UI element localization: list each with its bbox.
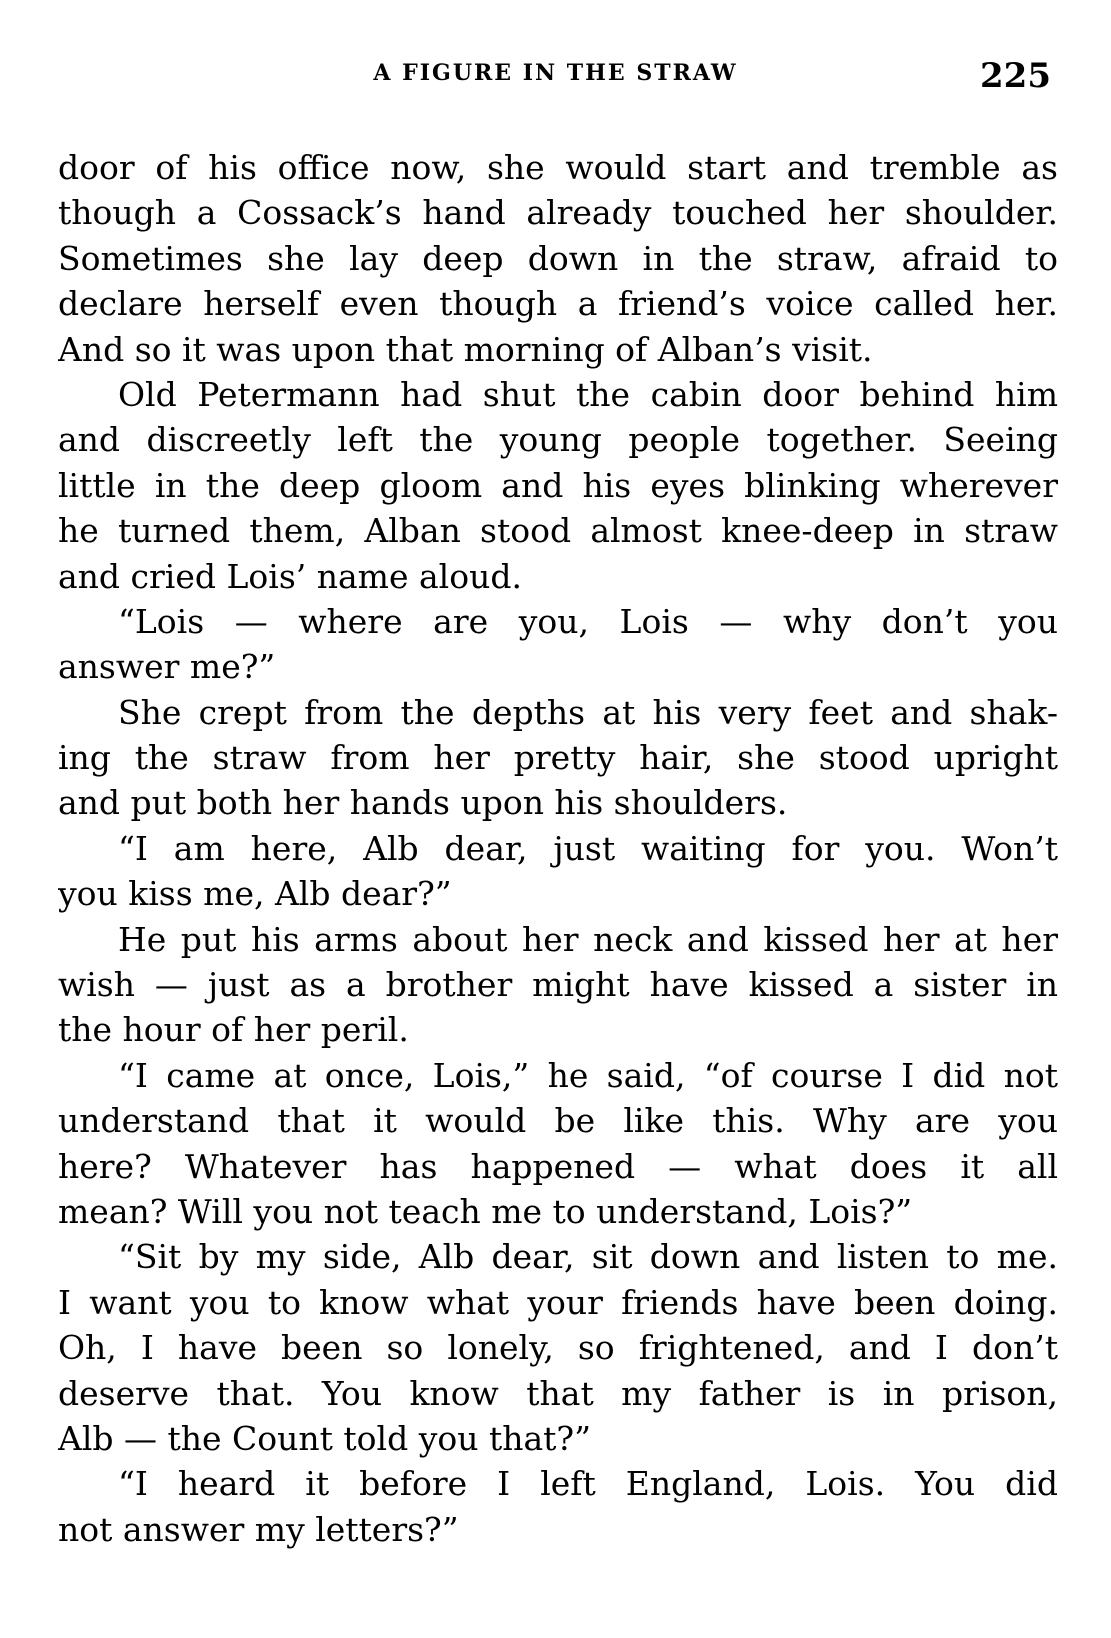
text-line: understand that it would be like this. Why are you — [58, 1101, 1058, 1141]
text-line: She crept from the depths at his very feet and shak- — [118, 692, 1058, 732]
text-line: you kiss me, Alb dear?” — [58, 874, 452, 914]
text-line: deserve that. You know that my father is in prison, — [58, 1373, 1058, 1413]
text-line: mean? Will you not teach me to understand, Lois?” — [58, 1191, 913, 1231]
text-line: he turned them, Alban stood almost knee-deep in straw — [58, 511, 1058, 551]
page-header — [60, 56, 1051, 104]
text-line: I want you to know what your friends have been doing. — [58, 1282, 1058, 1322]
text-line: “I came at once, Lois,” he said, “of course I did not — [118, 1055, 1058, 1095]
text-line: Sometimes she lay deep down in the straw, afraid to — [58, 238, 1058, 278]
text-line: “I am here, Alb dear, just waiting for you. Won’t — [118, 828, 1058, 868]
text-line: little in the deep gloom and his eyes blinking wherever — [58, 465, 1058, 505]
text-line: and discreetly left the young people together. Seeing — [58, 420, 1058, 460]
text-line: answer me?” — [58, 647, 276, 687]
text-line: here? Whatever has happened — what does it all — [58, 1146, 1058, 1186]
body-text — [58, 145, 1058, 1552]
text-line: Old Petermann had shut the cabin door behind him — [118, 374, 1058, 414]
text-line: the hour of her peril. — [58, 1010, 409, 1050]
text-line: wish — just as a brother might have kissed a sister in — [58, 965, 1058, 1005]
text-line: He put his arms about her neck and kissed her at her — [118, 919, 1058, 959]
text-line: And so it was upon that morning of Alban’s visit. — [58, 329, 873, 369]
page-number: 225 — [980, 56, 1051, 96]
text-line: and put both her hands upon his shoulders. — [58, 783, 788, 823]
running-head: A FIGURE IN THE STRAW — [373, 60, 738, 86]
text-line: Oh, I have been so lonely, so frightened, and I don’t — [58, 1328, 1058, 1368]
text-line: “I heard it before I left England, Lois. You did — [118, 1464, 1058, 1504]
text-line: though a Cossack’s hand already touched her shoulder. — [58, 193, 1058, 233]
text-line: “Sit by my side, Alb dear, sit down and listen to me. — [118, 1237, 1058, 1277]
text-line: ing the straw from her pretty hair, she stood upright — [58, 738, 1058, 778]
text-line: declare herself even though a friend’s voice called her. — [58, 284, 1058, 324]
text-line: “Lois — where are you, Lois — why don’t you — [118, 601, 1058, 641]
text-line: door of his office now, she would start and tremble as — [58, 148, 1058, 187]
text-line: not answer my letters?” — [58, 1509, 459, 1549]
text-line: Alb — the Count told you that?” — [58, 1418, 591, 1458]
text-line: and cried Lois’ name aloud. — [58, 556, 522, 596]
